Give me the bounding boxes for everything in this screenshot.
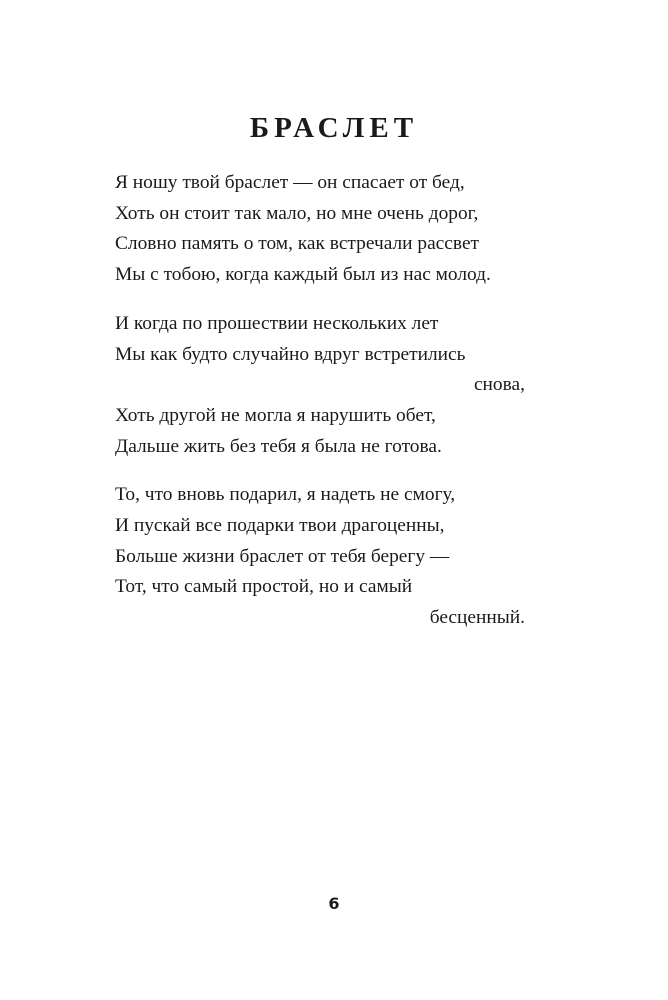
- poem-line: Мы как будто случайно вдруг встретились: [115, 343, 466, 365]
- poem-line: Я ношу твой браслет — он спасает от бед,: [115, 172, 465, 193]
- poem-line: Мы с тобою, когда каждый был из нас молод.: [115, 264, 491, 286]
- poem-line: Больше жизни браслет от тебя берегу —: [115, 545, 450, 567]
- poem-line: И пускай все подарки твои драгоценны,: [115, 515, 445, 537]
- poem-line: То, что вновь подарил, я надеть не смогу,: [115, 484, 456, 506]
- page-number: 6: [328, 894, 340, 913]
- poem-line: Дальше жить без тебя я была не готова.: [115, 435, 442, 457]
- poem-line-continuation: снова,: [473, 374, 525, 396]
- poem-line-continuation: бесценный.: [429, 607, 525, 629]
- poem-title: БРАСЛЕТ: [249, 112, 419, 144]
- poem-body: [115, 168, 585, 652]
- stanza-2: [115, 309, 585, 463]
- stanza-1: [115, 168, 585, 291]
- poem-line: И когда по прошествии нескольких лет: [115, 312, 439, 334]
- poem-line: Словно память о том, как встречали рассвет: [115, 233, 480, 255]
- poem-line: Хоть он стоит так мало, но мне очень дорог,: [115, 202, 479, 224]
- poem-line: Тот, что самый простой, но и самый: [115, 576, 413, 598]
- stanza-3: [115, 480, 585, 634]
- poem-line: Хоть другой не могла я нарушить обет,: [115, 404, 436, 426]
